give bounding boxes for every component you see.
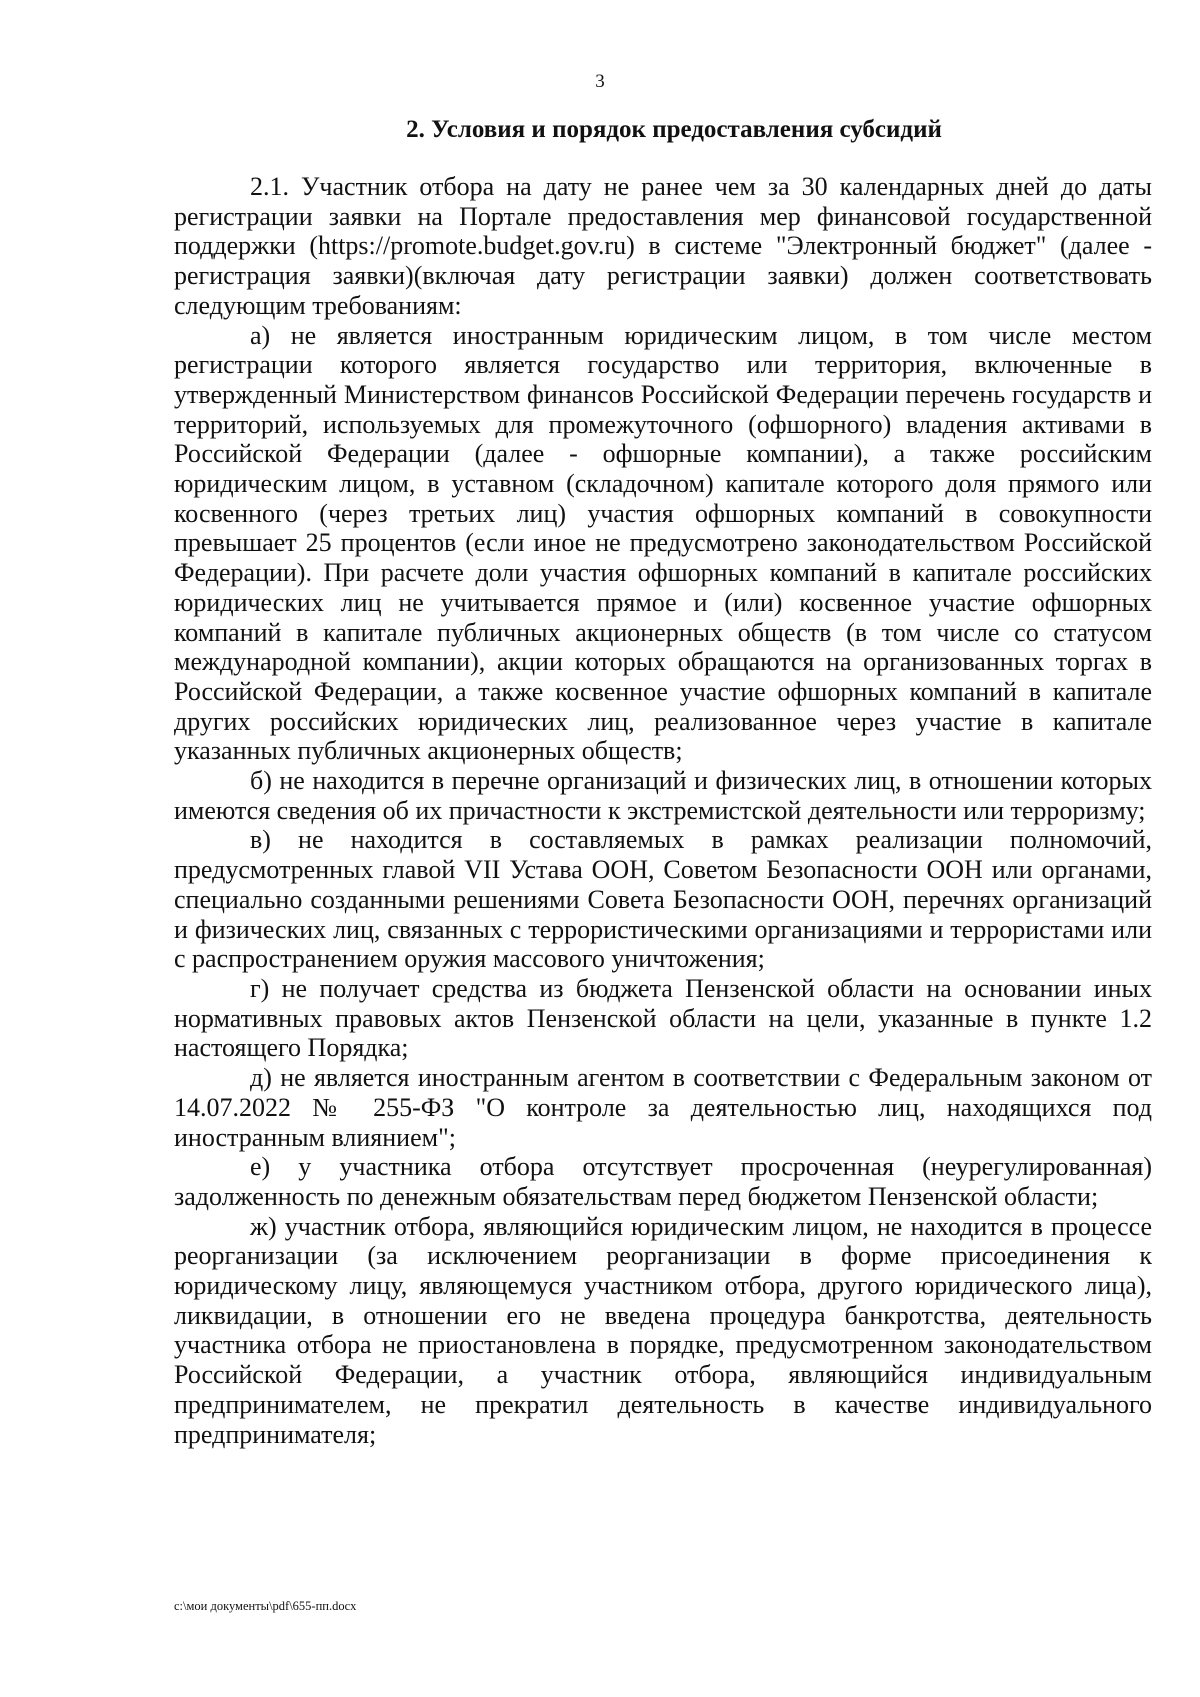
paragraph-item-zh: ж) участник отбора, являющийся юридическим лицом, не находится в процессе реорганизации (за исключением реорганизации в форме присоединения к юридическому лицу, являющемуся участником отбора, другого юридического лица), ликвидации, в отношении его не введена процедура банкротства, деятельность участника отбора не приостановлена в порядке, предусмотренном законодательством Российской Федерации, а участник отбора, являющийся индивидуальным предпринимателем, не прекратил деятельность в качестве индивидуального предпринимателя;	[174, 1211, 1152, 1449]
paragraph-item-e: е) у участника отбора отсутствует просроченная (неурегулированная) задолженность по денежным обязательствам перед бюджетом Пензенской области;	[174, 1152, 1152, 1211]
footer-file-path: c:\мои документы\pdf\655-пп.docx	[174, 1599, 357, 1613]
paragraph-item-d: д) не является иностранным агентом в соответствии с Федеральным законом от 14.07.2022 № 255-ФЗ "О контроле за деятельностью лиц, находящихся под иностранным влиянием";	[174, 1063, 1152, 1152]
paragraph-item-g: г) не получает средства из бюджета Пензенской области на основании иных нормативных правовых актов Пензенской области на цели, указанные в пункте 1.2 настоящего Порядка;	[174, 973, 1152, 1063]
page-number: 3	[595, 71, 605, 92]
paragraph-item-v: в) не находится в составляемых в рамках реализации полномочий, предусмотренных главой VII Устава ООН, Советом Безопасности ООН или органами, специально созданными решениями Совета Безопасности ООН, перечнях организаций и физических лиц, связанных с террористическими организациями и террористами или с распространением оружия массового уничтожения;	[174, 825, 1152, 974]
paragraph-item-b: б) не находится в перечне организаций и физических лиц, в отношении которых имеются сведения об их причастности к экстремистской деятельности или терроризму;	[174, 766, 1152, 825]
section-title: 2. Условия и порядок предоставления субсидий	[406, 116, 942, 143]
paragraph-item-a: а) не является иностранным юридическим лицом, в том числе местом регистрации которого является государство или территория, включенные в утвержденный Министерством финансов Российской Федерации перечень государств и территорий, используемых для промежуточного (офшорного) владения активами в Российской Федерации (далее - офшорные компании), а также российским юридическим лицом, в уставном (складочном) капитале которого доля прямого или косвенного (через третьих лиц) участия офшорных компаний в совокупности превышает 25 процентов (если иное не предусмотрено законодательством Российской Федерации). При расчете доли участия офшорных компаний в капитале российских юридических лиц не учитывается прямое и (или) косвенное участие офшорных компаний в капитале публичных акционерных обществ (в том числе со статусом международной компании), акции которых обращаются на организованных торгах в Российской Федерации, а также косвенное участие офшорных компаний в капитале других российских юридических лиц, реализованное через участие в капитале указанных публичных акционерных обществ;	[174, 320, 1152, 766]
paragraph-2-1: 2.1. Участник отбора на дату не ранее чем за 30 календарных дней до даты регистрации заявки на Портале предоставления мер финансовой государственной поддержки (https://promote.budget.gov.ru) в системе "Электронный бюджет" (далее - регистрация заявки)(включая дату регистрации заявки) должен соответствовать следующим требованиям:	[174, 172, 1152, 320]
document-body	[174, 172, 1152, 1449]
